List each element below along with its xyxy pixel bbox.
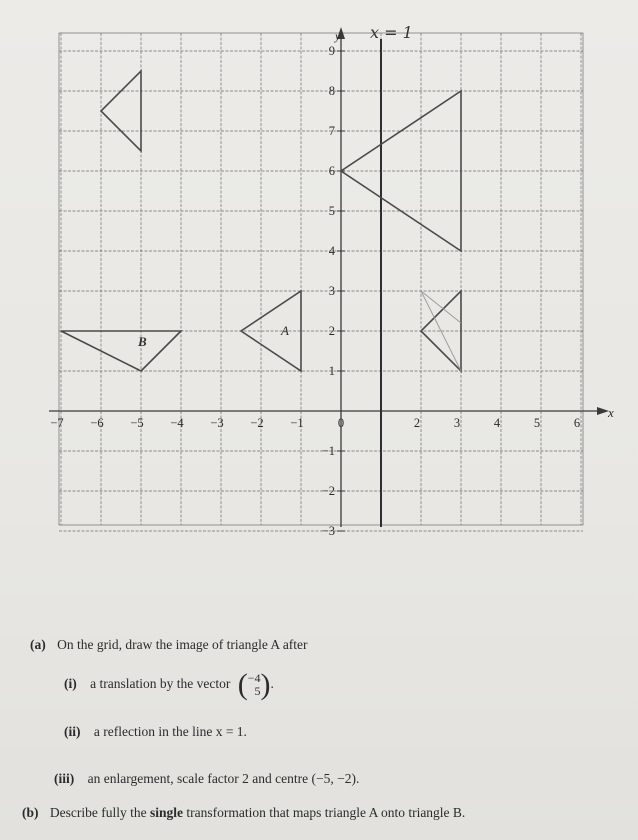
question-b-text-after: transformation that maps triangle A onto triangle B. [186, 805, 466, 820]
y-tick-label: 1 [328, 364, 335, 378]
translation-vector: (−4 5) [237, 668, 271, 701]
question-a-ii [64, 724, 247, 740]
x-tick-label: −1 [290, 416, 304, 430]
translated-triangle [101, 71, 141, 151]
question-b [22, 805, 465, 821]
question-b-label: (b) [22, 805, 39, 820]
construction-line [421, 291, 461, 323]
x-tick-label: −5 [130, 416, 144, 430]
y-tick-label: 8 [328, 84, 335, 98]
question-a-ii-text: a reflection in the line x = 1. [93, 724, 247, 739]
y-tick-label: 6 [328, 164, 335, 178]
handwritten-note: x = 1 [370, 23, 413, 42]
question-a-label: (a) [30, 637, 46, 652]
y-tick-label: −2 [321, 484, 335, 498]
question-a-ii-label: (ii) [64, 724, 81, 739]
question-a-i [64, 670, 274, 700]
y-axis-label: y [335, 29, 341, 43]
x-tick-label: −2 [250, 416, 264, 430]
question-a-text: On the grid, draw the image of triangle A after [57, 637, 308, 652]
question-a-iii-text: an enlargement, scale factor 2 and centre (−5, −2). [87, 771, 360, 786]
x-tick-label: 6 [573, 416, 581, 430]
question-a [30, 637, 308, 653]
x-tick-label: 0 [337, 416, 345, 430]
question-a-i-label: (i) [64, 676, 77, 692]
y-tick-label: 4 [328, 244, 335, 258]
x-tick-label: −4 [170, 416, 184, 430]
x-tick-label: −7 [50, 416, 64, 430]
question-a-i-suffix: . [270, 676, 274, 692]
y-tick-label: 3 [328, 284, 335, 298]
question-a-iii-label: (iii) [54, 771, 75, 786]
x-tick-label: −3 [210, 416, 224, 430]
y-tick-label: 5 [328, 204, 335, 218]
x-tick-label: −6 [90, 416, 104, 430]
y-tick-label: −3 [321, 524, 335, 538]
vector-bottom: 5 [254, 684, 261, 698]
x-tick-label: 2 [413, 416, 421, 430]
question-a-iii [54, 771, 359, 787]
x-tick-label: 3 [453, 416, 461, 430]
question-a-i-text: a translation by the vector [90, 676, 231, 692]
y-tick-label: −1 [321, 444, 335, 458]
triangle-a-label: A [281, 323, 289, 338]
x-tick-label: 5 [533, 416, 541, 430]
question-b-text-before: Describe fully the [49, 805, 147, 820]
vector-top: −4 [247, 671, 261, 685]
y-tick-label: 2 [328, 324, 335, 338]
y-tick-label: 7 [328, 124, 335, 138]
y-tick-label: 9 [328, 44, 335, 58]
x-axis-label: x [608, 405, 614, 420]
triangle-b [61, 331, 181, 371]
x-tick-label: 4 [493, 416, 501, 430]
triangle-b-label: B [138, 334, 147, 349]
question-b-bold-word: single [149, 805, 183, 820]
